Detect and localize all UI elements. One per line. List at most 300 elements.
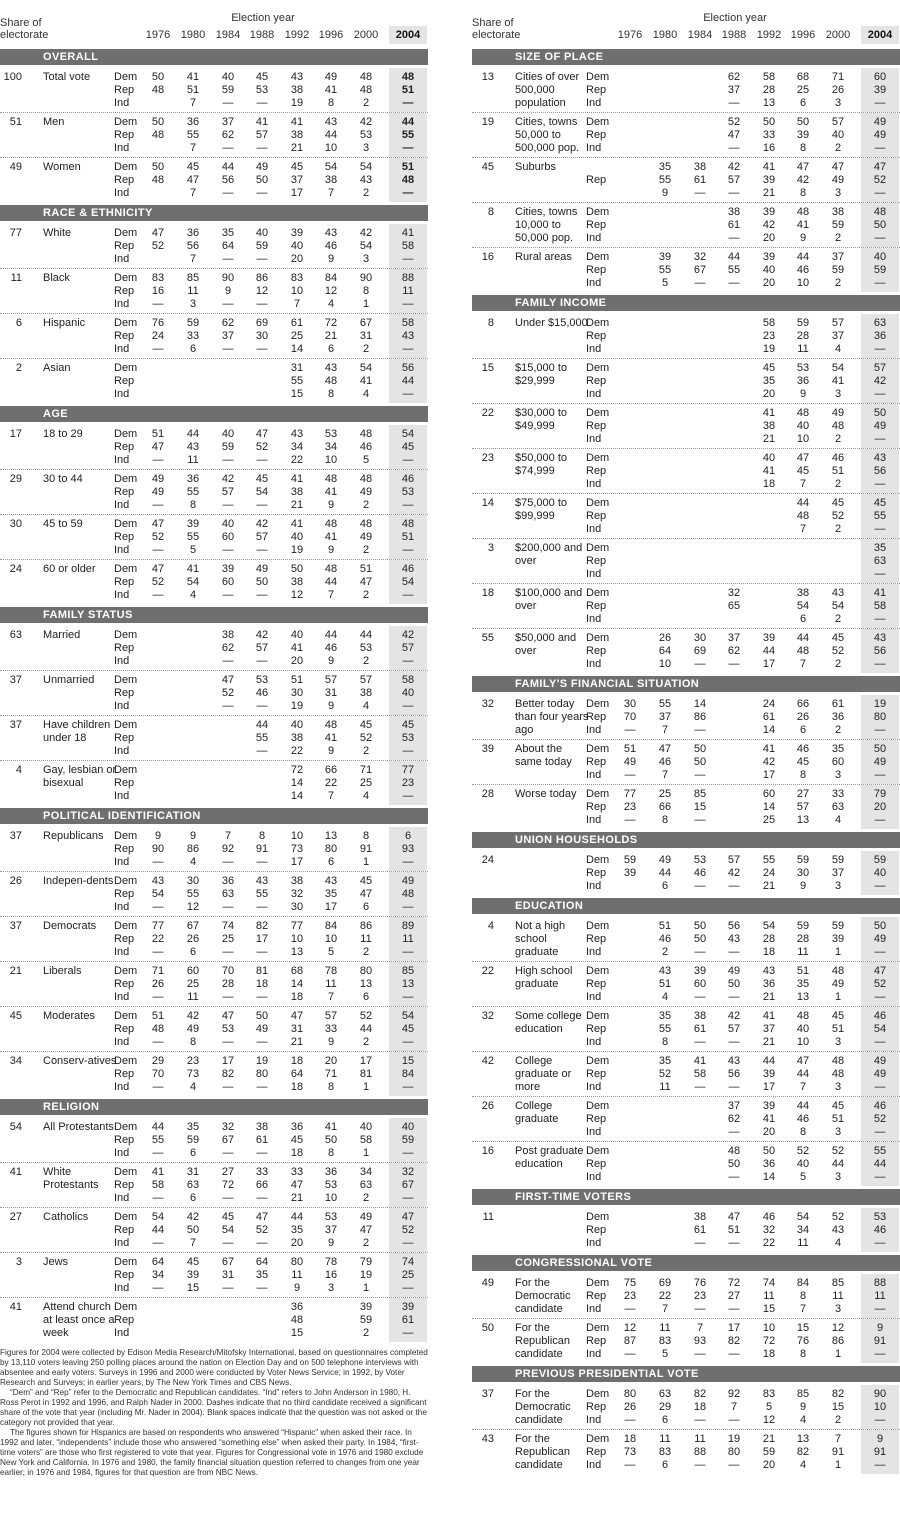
table-row [0,454,428,467]
group-label: Some college education [515,1010,582,1035]
table-row [0,1211,428,1224]
table-cell: — [694,946,706,958]
table-cell: 50 [693,933,707,945]
table-cell: 48 [324,375,338,387]
table-cell: 45 [873,497,887,509]
candidate-type: Ind [586,946,602,958]
table-row [472,465,900,478]
table-cell: 8 [661,1036,669,1048]
table-row [0,298,428,311]
table-cell: — [256,946,268,958]
candidate-type: Rep [586,1113,607,1125]
table-cell: 2 [834,613,842,625]
table-cell: 8 [799,1126,807,1138]
candidate-type: Dem [114,1211,138,1223]
table-row [0,187,428,200]
table-cell: 39 [796,129,810,141]
table-row [0,1314,428,1327]
candidate-type: Rep [114,174,135,186]
table-cell: 11 [797,946,809,958]
candidate-type: Rep [586,801,607,813]
candidate-type: Dem [114,272,138,284]
table-row [472,264,900,277]
table-cell: — [874,142,886,154]
table-cell: 7 [189,142,197,154]
table-cell: 63 [658,1388,672,1400]
table-cell: 48 [151,84,165,96]
table-row [0,920,428,933]
table-cell: 7 [327,187,335,199]
candidate-type: Ind [114,589,130,601]
table-cell: — [402,1192,414,1204]
table-row [0,499,428,512]
table-cell: 41 [796,219,810,231]
table-cell: 50 [186,1224,200,1236]
table-cell: 82 [255,920,269,932]
table-cell: 18 [762,1348,776,1360]
table-cell: 81 [359,1068,373,1080]
candidate-type: Ind [114,1036,130,1048]
candidate-type: Ind [586,142,602,154]
table-cell: 7 [327,991,335,1003]
table-row [472,277,900,290]
table-cell: 35 [873,542,887,554]
table-cell: 43 [324,362,338,374]
table-row [472,142,900,155]
table-cell: 51 [401,531,415,543]
table-row [0,777,428,790]
group-label: Under $15,000 [515,317,588,329]
table-cell: 48 [359,473,373,485]
candidate-type: Dem [114,116,138,128]
table-cell: 6 [362,991,370,1003]
table-cell: 55 [186,486,200,498]
table-row [472,920,900,933]
candidate-type: Dem [114,830,138,842]
table-cell: 48 [151,1023,165,1035]
table-row [0,978,428,991]
table-cell: — [694,769,706,781]
table-cell: 40 [221,518,235,530]
table-cell: 59 [831,264,845,276]
share-value: 34 [9,1055,22,1067]
table-cell: 48 [796,407,810,419]
table-cell: 3 [362,253,370,265]
table-cell: 3 [834,769,842,781]
table-cell: 18 [623,1433,637,1445]
table-cell: 50 [873,743,887,755]
table-cell: 58 [762,317,776,329]
table-cell: 17 [762,1081,776,1093]
table-cell: 6 [799,724,807,736]
group-label: $50,000 to $74,999 [515,452,567,477]
candidate-type: Rep [586,1290,607,1302]
table-cell: 60 [186,965,200,977]
table-cell: 41 [762,465,776,477]
methodology-notes [0,1348,428,1478]
table-cell: 18 [693,1401,707,1413]
table-row [0,362,428,375]
candidate-type: Dem [114,875,138,887]
table-cell: 11 [659,1433,671,1445]
table-cell: 29 [658,1401,672,1413]
table-cell: 31 [290,1023,304,1035]
table-cell: 38 [290,129,304,141]
table-row-group [472,158,900,203]
table-cell: — [694,1348,706,1360]
table-cell: — [256,589,268,601]
candidate-type: Dem [114,1256,138,1268]
table-cell: 5 [661,1348,669,1360]
table-cell: 54 [796,1211,810,1223]
table-cell: 50 [873,407,887,419]
table-cell: 2 [362,544,370,556]
candidate-type: Dem [114,1121,138,1133]
table-row-group [0,224,428,269]
candidate-type: Rep [114,888,135,900]
table-cell: 82 [796,1446,810,1458]
table-cell: 53 [324,1179,338,1191]
year-header: 1984 [687,29,713,41]
table-cell: — [728,1237,740,1249]
table-row [0,1269,428,1282]
table-cell: 3 [834,1126,842,1138]
group-label: White [43,227,72,239]
table-cell: — [874,1036,886,1048]
table-cell: 59 [623,854,637,866]
table-cell: 60 [762,788,776,800]
table-cell: 66 [255,1179,269,1191]
table-cell: — [402,901,414,913]
table-cell: 52 [831,510,845,522]
table-cell: 10 [324,933,338,945]
table-cell: — [402,142,414,154]
table-cell: 47 [221,1010,235,1022]
table-cell: — [624,814,636,826]
section-header: POLITICAL IDENTIFICATION [0,808,428,824]
table-row [0,174,428,187]
share-value: 41 [9,1301,22,1313]
share-value: 2 [15,362,22,374]
table-cell: 4 [362,700,370,712]
table-cell: — [256,142,268,154]
candidate-type: Ind [586,433,602,445]
table-row [472,587,900,600]
candidate-type: Ind [586,478,602,490]
table-row-group [472,1319,900,1363]
table-row [0,901,428,914]
table-row [472,965,900,978]
table-cell: 80 [255,1068,269,1080]
right-column [472,10,900,1474]
candidate-type: Rep [586,1224,607,1236]
candidate-type: Dem [114,71,138,83]
table-cell: 83 [762,1388,776,1400]
table-cell: 21 [290,499,304,511]
table-cell: 22 [290,454,304,466]
table-cell: — [222,901,234,913]
table-cell: 38 [693,161,707,173]
table-row [0,285,428,298]
table-cell: 39 [762,1068,776,1080]
table-cell: 5 [765,1401,773,1413]
table-cell: 45 [359,719,373,731]
table-cell: — [402,298,414,310]
share-value: 77 [9,227,22,239]
table-cell: — [402,745,414,757]
table-cell: 31 [221,1269,235,1281]
table-cell: 18 [255,978,269,990]
table-cell: 45 [401,441,415,453]
table-cell: 17 [290,856,304,868]
candidate-type: Ind [586,343,602,355]
table-cell: — [874,613,886,625]
table-cell: 54 [873,1023,887,1035]
table-cell: 74 [401,1256,415,1268]
table-cell: 19 [873,698,887,710]
table-cell: 38 [693,1211,707,1223]
year-header: 2004 [867,29,893,41]
table-cell: 28 [221,978,235,990]
share-value: 54 [9,1121,22,1133]
table-cell: — [256,745,268,757]
table-cell: 41 [762,161,776,173]
candidate-type: Rep [586,1335,607,1347]
table-cell: 40 [359,1121,373,1133]
table-cell: 58 [401,674,415,686]
share-value: 37 [9,920,22,932]
candidate-type: Rep [114,1269,135,1281]
table-row [472,788,900,801]
table-cell: 44 [324,129,338,141]
table-cell: — [694,1459,706,1471]
table-cell: 38 [290,875,304,887]
table-cell: 41 [151,1166,165,1178]
table-cell: 6 [799,97,807,109]
share-value: 11 [10,272,22,284]
table-cell: 8 [327,97,335,109]
candidate-type: Ind [586,1081,602,1093]
share-value: 45 [9,1010,22,1022]
table-cell: 63 [873,317,887,329]
group-label: $15,000 to $29,999 [515,362,567,387]
table-row [472,1081,900,1094]
table-cell: 49 [831,174,845,186]
table-cell: — [728,187,740,199]
table-cell: 76 [796,1335,810,1347]
table-cell: 59 [796,317,810,329]
table-cell: 46 [255,687,269,699]
table-cell: 2 [834,1414,842,1426]
table-cell: 50 [873,219,887,231]
table-cell: 59 [186,317,200,329]
table-cell: 3 [189,298,197,310]
year-header: 2000 [825,29,851,41]
table-cell: 39 [186,518,200,530]
table-cell: 51 [186,84,200,96]
table-cell: 71 [151,965,165,977]
table-cell: — [402,544,414,556]
candidate-type: Dem [114,1166,138,1178]
candidate-type: Rep [114,531,135,543]
table-cell: 23 [762,330,776,342]
table-cell: 3 [834,880,842,892]
table-cell: 38 [831,206,845,218]
table-row [0,544,428,557]
table-row [472,1126,900,1139]
table-cell: 52 [873,978,887,990]
table-cell: 48 [401,518,415,530]
table-cell: — [152,499,164,511]
table-cell: — [874,97,886,109]
group-label: 30 to 44 [43,473,83,485]
table-cell: 42 [221,473,235,485]
table-row [472,452,900,465]
table-cell: 66 [658,801,672,813]
table-cell: 18 [290,1055,304,1067]
table-row [472,854,900,867]
table-cell: 30 [693,632,707,644]
section-header: FAMILY'S FINANCIAL SITUATION [472,676,900,692]
candidate-type: Rep [586,510,607,522]
table-row-group [0,761,428,805]
table-cell: 49 [831,407,845,419]
table-cell: 38 [359,687,373,699]
table-row [472,1433,900,1446]
section-header: RACE & ETHNICITY [0,205,428,221]
candidate-type: Rep [586,645,607,657]
table-cell: — [728,946,740,958]
table-cell: — [694,187,706,199]
table-cell: 30 [290,901,304,913]
table-cell: 6 [189,1192,197,1204]
table-row [472,478,900,491]
table-cell: 71 [831,71,845,83]
section-header: PREVIOUS PRESIDENTIAL VOTE [472,1366,900,1382]
candidate-type: Ind [114,499,130,511]
table-row-group [472,851,900,895]
table-cell: 21 [762,1433,776,1445]
table-cell: 43 [873,452,887,464]
candidate-type: Dem [586,317,610,329]
table-cell: 50 [693,920,707,932]
table-cell: 52 [359,732,373,744]
table-cell: 47 [796,452,810,464]
table-cell: 36 [796,375,810,387]
table-cell: 33 [290,1166,304,1178]
candidate-type: Dem [586,1145,610,1157]
table-cell: 53 [693,854,707,866]
table-cell: — [728,880,740,892]
table-cell: 41 [762,407,776,419]
table-row-group [0,1163,428,1208]
table-cell: 46 [401,563,415,575]
table-cell: — [222,544,234,556]
table-cell: 6 [189,1147,197,1159]
table-cell: 49 [873,756,887,768]
table-cell: — [152,1147,164,1159]
year-header: 1980 [652,29,678,41]
table-cell: 23 [623,801,637,813]
table-cell: 55 [658,264,672,276]
table-cell: — [152,1282,164,1294]
table-row [472,1348,900,1361]
candidate-type: Ind [114,343,130,355]
table-cell: 80 [290,1256,304,1268]
candidate-type: Rep [586,465,607,477]
table-cell: — [874,232,886,244]
table-row-group [0,1253,428,1298]
table-cell: 2 [362,1327,370,1339]
table-cell: — [402,946,414,958]
table-cell: 61 [693,174,707,186]
table-cell: 25 [658,788,672,800]
table-cell: 37 [727,84,741,96]
table-cell: 42 [727,1010,741,1022]
table-row-group [472,917,900,962]
candidate-type: Ind [114,187,130,199]
table-cell: 60 [693,978,707,990]
share-value: 18 [481,587,494,599]
table-cell: 53 [359,129,373,141]
table-cell: 8 [799,142,807,154]
table-row [472,420,900,433]
table-cell: 10 [658,658,672,670]
table-cell: — [256,901,268,913]
table-row-group [0,515,428,560]
group-label: Post graduate education [515,1145,584,1170]
group-label: Women [43,161,81,173]
table-row-group [472,248,900,292]
table-row [472,1459,900,1472]
table-cell: 53 [324,428,338,440]
group-label: Gay, lesbian or bisexual [43,764,117,789]
table-cell: 41 [324,486,338,498]
table-row-group [472,584,900,629]
table-row [472,1335,900,1348]
table-cell: 10 [796,277,810,289]
table-cell: 32 [762,1224,776,1236]
table-cell: 54 [359,362,373,374]
table-cell: 31 [324,687,338,699]
table-cell: 37 [831,251,845,263]
table-cell: 48 [796,206,810,218]
section-header: OVERALL [0,49,428,65]
table-cell: 14 [762,801,776,813]
note-paragraph: Figures for 2004 were collected by Edison Media Research/Mitofsky International, based on questionnaires completed by 13,110 voters leaving 250 polling places around the nation on Election Day and on 500 telephone interviews with absentee and early voters. Surveys in 1996 and 2000 were conducted by Voter News Service; in 1992, by Voter Research and Surveys; in earlier years, by The New York Times and CBS News. [0,1348,428,1387]
table-cell: 53 [255,84,269,96]
table-cell: 82 [221,1068,235,1080]
candidate-type: Ind [114,901,130,913]
table-cell: 20 [762,1126,776,1138]
table-cell: 17 [727,1322,741,1334]
candidate-type: Ind [114,1192,130,1204]
table-cell: 39 [762,206,776,218]
table-cell: 4 [327,298,335,310]
table-row [472,698,900,711]
share-value: 45 [481,161,494,173]
table-cell: 90 [221,272,235,284]
group-label: For the Republican candidate [515,1322,571,1360]
table-cell: 18 [290,1147,304,1159]
table-row [0,1256,428,1269]
table-cell: 91 [359,843,373,855]
table-cell: 88 [401,272,415,284]
table-row [472,632,900,645]
table-cell: 38 [290,486,304,498]
table-cell: 23 [623,1290,637,1302]
candidate-type: Dem [114,362,138,374]
